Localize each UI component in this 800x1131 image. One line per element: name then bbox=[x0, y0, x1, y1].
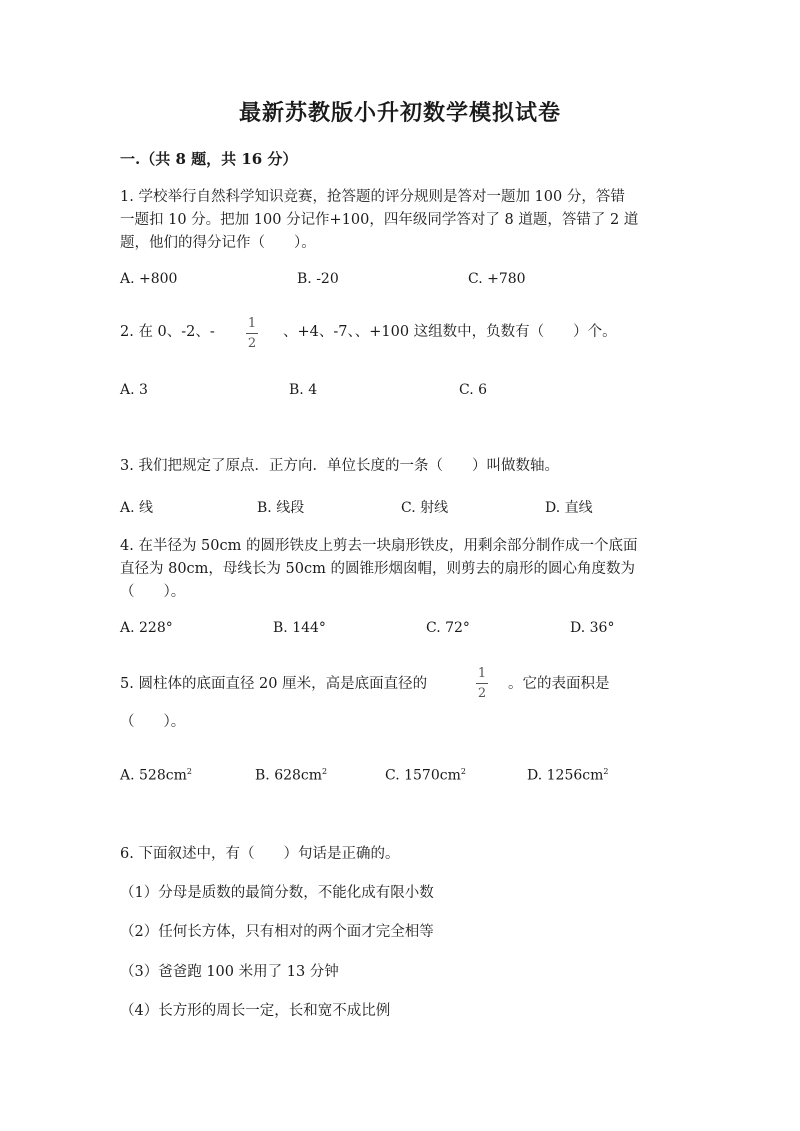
question-1-option-b: B. -20 bbox=[297, 271, 339, 287]
question-4-option-b: B. 144° bbox=[273, 620, 326, 636]
question-5-option-b bbox=[255, 767, 327, 784]
fraction-bar bbox=[246, 333, 258, 334]
question-2-fraction-numerator: 1 bbox=[247, 316, 257, 331]
question-1-line-2: 一题扣 10 分。把加 100 分记作+100，四年级同学答对了 8 道题，答错了 2 道 bbox=[120, 212, 639, 228]
question-5-fraction-denominator: 2 bbox=[477, 686, 487, 701]
question-4-option-a: A. 228° bbox=[120, 620, 173, 636]
question-5-option-d bbox=[527, 767, 608, 784]
question-5-option-c-text: C. 1570cm bbox=[385, 767, 461, 784]
unit-superscript: 2 bbox=[603, 767, 609, 776]
question-5-option-a bbox=[120, 767, 192, 784]
question-3-option-a: A. 线 bbox=[120, 500, 154, 516]
question-4-option-d: D. 36° bbox=[570, 620, 615, 636]
question-2-text-after: 、+4、-7、、+100 这组数中，负数有（ ）个。 bbox=[283, 324, 617, 340]
question-2-fraction-denominator: 2 bbox=[247, 336, 257, 351]
question-1-option-a: A. +800 bbox=[120, 271, 178, 287]
question-6-text: 6. 下面叙述中，有（ ）句话是正确的。 bbox=[120, 846, 400, 862]
page-title: 最新苏教版小升初数学模拟试卷 bbox=[238, 100, 561, 126]
question-5-option-b-text: B. 628cm bbox=[255, 767, 323, 784]
question-4-line-2: 直径为 80cm，母线长为 50cm 的圆锥形烟囱帽，则剪去的扇形的圆心角度数为 bbox=[120, 561, 635, 577]
question-2-option-b: B. 4 bbox=[289, 382, 318, 398]
question-4-option-c: C. 72° bbox=[426, 620, 470, 636]
question-2-option-c: C. 6 bbox=[459, 382, 488, 398]
question-3-option-d: D. 直线 bbox=[545, 500, 593, 516]
question-2-option-a: A. 3 bbox=[120, 382, 148, 398]
fraction-bar bbox=[476, 683, 488, 684]
question-2-text-before: 2. 在 0、-2、- bbox=[120, 324, 215, 340]
question-6-item-4: （4）长方形的周长一定，长和宽不成比例 bbox=[120, 1003, 391, 1019]
unit-superscript: 2 bbox=[322, 767, 328, 776]
question-5-fraction bbox=[474, 666, 490, 701]
question-5-option-c bbox=[385, 767, 466, 784]
unit-superscript: 2 bbox=[186, 767, 192, 776]
question-4-line-3: （ ）。 bbox=[120, 584, 186, 600]
question-5-fraction-numerator: 1 bbox=[477, 666, 487, 681]
question-1-line-3: 题，他们的得分记作（ ）。 bbox=[120, 235, 316, 251]
question-3-option-c: C. 射线 bbox=[401, 500, 449, 516]
question-3-option-b: B. 线段 bbox=[257, 500, 305, 516]
question-5-line-2: （ ）。 bbox=[120, 714, 186, 730]
question-5-option-a-text: A. 528cm bbox=[120, 767, 187, 784]
question-4-line-1: 4. 在半径为 50cm 的圆形铁皮上剪去一块扇形铁皮，用剩余部分制作成一个底面 bbox=[120, 538, 638, 554]
question-5-text-before: 5. 圆柱体的底面直径 20 厘米，高是底面直径的 bbox=[120, 676, 428, 692]
question-6-item-2: （2）任何长方体，只有相对的两个面才完全相等 bbox=[120, 924, 434, 940]
question-2-fraction bbox=[244, 316, 260, 351]
question-6-item-1: （1）分母是质数的最简分数，不能化成有限小数 bbox=[120, 885, 434, 901]
question-6-item-3: （3）爸爸跑 100 米用了 13 分钟 bbox=[120, 964, 339, 980]
unit-superscript: 2 bbox=[460, 767, 466, 776]
question-1-line-1: 1. 学校举行自然科学知识竞赛，抢答题的评分规则是答对一题加 100 分，答错 bbox=[120, 189, 625, 205]
question-3-text: 3. 我们把规定了原点．正方向．单位长度的一条（ ）叫做数轴。 bbox=[120, 458, 559, 474]
question-1-option-c: C. +780 bbox=[468, 271, 526, 287]
question-5-text-after: 。它的表面积是 bbox=[508, 676, 610, 692]
question-5-option-d-text: D. 1256cm bbox=[527, 767, 604, 784]
section-heading: 一.（共 8 题，共 16 分） bbox=[120, 150, 298, 168]
